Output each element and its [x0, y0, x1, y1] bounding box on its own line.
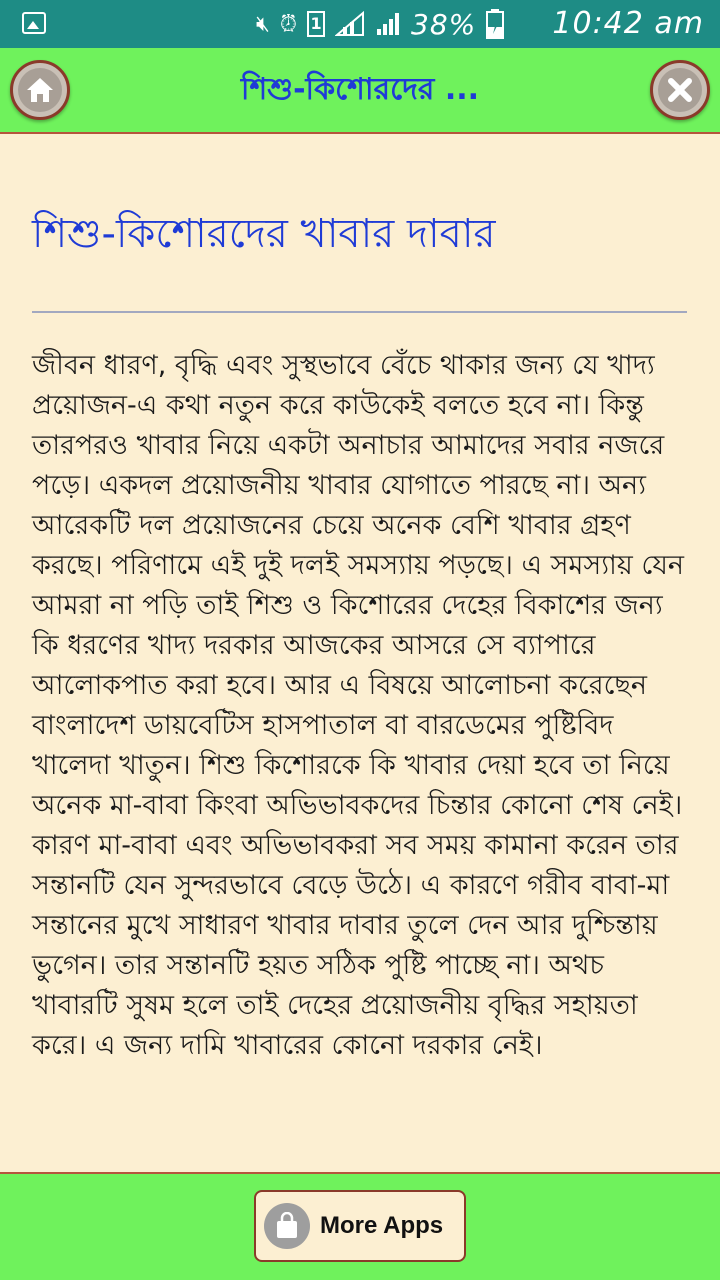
more-apps-label: More Apps: [320, 1212, 444, 1239]
battery-icon: [486, 9, 504, 39]
article-body: জীবন ধারণ, বৃদ্ধি এবং সুস্থভাবে বেঁচে থাকার জন্য যে খাদ্য প্রয়োজন-এ কথা নতুন করে কাউকেই বলতে হবে না। কিন্তু তারপরও খাবার নিয়ে একটা অনাচার আমাদের সবার নজরে পড়ে। একদল প্রয়োজনীয় খাবার যোগাতে পারছে না। অন্য আরেকটি দল প্রয়োজনের চেয়ে অনেক বেশি খাবার গ্রহণ করছে। পরিণামে এই দুই দলই সমস্যায় পড়ছে। এ সমস্যায় যেন আমরা না পড়ি তাই শিশু ও কিশোরের দেহের বিকাশের জন্য কি ধরণের খাদ্য দরকার আজকের আসরে সে ব্যাপারে আলোকপাত করা হবে। আর এ বিষয়ে আলোচনা করেছেন বাংলাদেশ ডায়বেটিস হাসপাতাল বা বারডেমের পুষ্টিবিদ খালেদা খাতুন। শিশু কিশোরকে কি খাবার দেয়া হবে তা নিয়ে অনেক মা-বাবা কিংবা অভিভাবকদের চিন্তার কোনো শেষ নেই। কারণ মা-বাবা এবং অভিভাবকরা সব সময় কামানা করেন তার সন্তানটি যেন সুন্দরভাবে বেড়ে উঠে। এ কারণে গরীব বাবা-মা সন্তানের মুখে সাধারণ খাবার দাবার তুলে দেন আর দুশ্চিন্তায় ভুগেন। তার সন্তানটি হয়ত সঠিক পুষ্টি পাচ্ছে না। অথচ খাবারটি সুষম হলে তাই দেহের প্রয়োজনীয় বৃদ্ধির সহায়তা করে। এ জন্য দামি খাবারের কোনো দরকার নেই।: [32, 350, 685, 1061]
article-content[interactable]: [0, 134, 720, 1174]
more-apps-button[interactable]: [254, 1190, 466, 1262]
signal-icon: [335, 11, 365, 37]
alarm-icon: ⏰︎: [279, 11, 298, 37]
article-title: শিশু-কিশোরদের খাবার দাবার: [32, 211, 496, 257]
home-button[interactable]: [10, 60, 70, 120]
battery-percent: 38%: [411, 7, 477, 41]
sim-icon: 1: [307, 11, 325, 37]
home-icon: [25, 76, 55, 104]
gallery-icon: [22, 12, 46, 34]
signal-icon: [375, 11, 401, 37]
close-icon: [666, 76, 694, 104]
title-divider: [32, 311, 687, 313]
clock: 10:42 am: [552, 6, 704, 41]
shopping-bag-icon: [264, 1203, 310, 1249]
mute-icon: 🔇︎: [256, 11, 270, 37]
status-icons: [256, 8, 504, 40]
close-button[interactable]: [650, 60, 710, 120]
bottom-bar: [0, 1172, 720, 1280]
status-bar: [0, 0, 720, 48]
app-title: শিশু-কিশোরদের ...: [240, 72, 480, 107]
app-bar: [0, 48, 720, 134]
